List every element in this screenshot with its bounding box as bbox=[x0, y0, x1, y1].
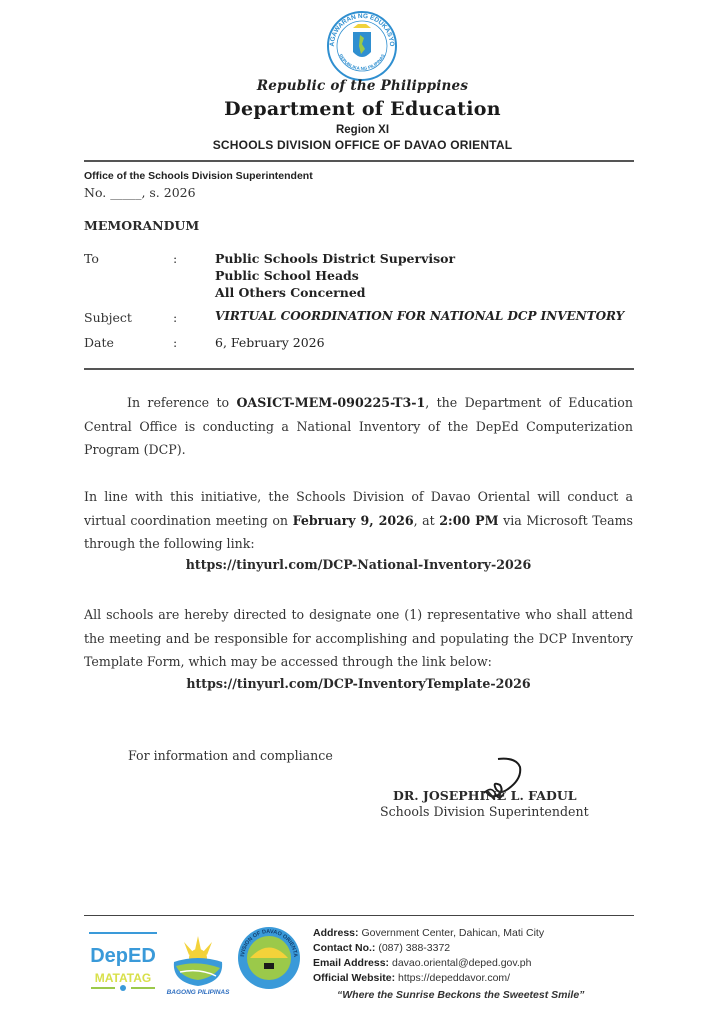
svg-text:BAGONG PILIPINAS: BAGONG PILIPINAS bbox=[166, 989, 230, 996]
footer-website bbox=[313, 972, 510, 984]
subject-colon: : bbox=[173, 310, 178, 325]
office-label: Office of the Schools Division Superintendent bbox=[84, 170, 313, 182]
date-colon: : bbox=[173, 335, 178, 350]
paragraph-directive: All schools are hereby directed to designate one (1) representative who shall attend the meeting and be responsible for accomplishing and populating the DCP Inventory Template Form, which may be accessed through the link below: bbox=[84, 607, 633, 670]
email-value[interactable]: davao.oriental@deped.gov.ph bbox=[391, 957, 532, 969]
p1-after: , the Department of Education Central Office is conducting a National Inventory of the DepEd Computerization Program (DCP). bbox=[84, 395, 633, 458]
p1-before: In reference to bbox=[127, 395, 237, 410]
date-value: 6, February 2026 bbox=[215, 335, 325, 350]
website-label: Official Website: bbox=[313, 972, 396, 984]
template-link[interactable]: https://tinyurl.com/DCP-InventoryTemplate-2026 bbox=[186, 676, 531, 691]
to-colon: : bbox=[173, 251, 178, 266]
footer-email bbox=[313, 957, 531, 969]
svg-text:MATATAG: MATATAG bbox=[94, 971, 152, 985]
to-recipient: All Others Concerned bbox=[215, 285, 366, 300]
paragraph-reference bbox=[84, 391, 633, 462]
meeting-date: February 9, 2026 bbox=[292, 512, 414, 528]
address-value: Government Center, Dahican, Mati City bbox=[361, 927, 545, 939]
header-divider bbox=[84, 160, 634, 162]
subject-label: Subject bbox=[84, 310, 132, 325]
republic-heading: Republic of the Philippines bbox=[256, 78, 469, 94]
deped-seal-logo bbox=[320, 8, 404, 86]
svg-text:DepED: DepED bbox=[90, 945, 156, 967]
email-label: Email Address: bbox=[313, 957, 390, 969]
website-value[interactable]: https://depeddavor.com/ bbox=[398, 972, 511, 984]
division-heading: SCHOOLS DIVISION OFFICE OF DAVAO ORIENTAL bbox=[212, 138, 513, 152]
paragraph-meeting bbox=[84, 485, 633, 556]
date-label: Date bbox=[84, 335, 114, 350]
deped-matatag-logo bbox=[87, 928, 159, 996]
footer-address bbox=[313, 927, 544, 939]
contact-value: (087) 388-3372 bbox=[378, 942, 451, 954]
reference-code: OASICT-MEM-090225-T3-1 bbox=[236, 395, 426, 410]
p2-before: In line with this initiative, the Schools Division of Davao Oriental will conduct a virtual coordination meeting on bbox=[84, 489, 633, 528]
to-label: To bbox=[84, 251, 99, 266]
memo-title: MEMORANDUM bbox=[84, 218, 200, 233]
footer-contact bbox=[313, 942, 450, 954]
memo-number: No. _____, s. 2026 bbox=[84, 185, 196, 200]
footer-tagline: “Where the Sunrise Beckons the Sweetest Smile” bbox=[337, 989, 585, 1001]
to-recipient: Public Schools District Supervisor bbox=[215, 251, 456, 266]
fields-divider bbox=[84, 368, 634, 370]
p2-after: via Microsoft Teams through the following link: bbox=[84, 512, 633, 552]
region-heading: Region XI bbox=[335, 124, 390, 136]
meeting-time: 2:00 PM bbox=[439, 512, 499, 528]
department-heading: Department of Education bbox=[224, 98, 501, 120]
signatory-title: Schools Division Superintendent bbox=[380, 804, 589, 819]
p2-middle: , at bbox=[413, 512, 440, 528]
svg-text:DIVISION OF DAVAO ORIENTAL: IVISION OF DAVAO ORIENTA bbox=[240, 928, 299, 958]
signatory-name: DR. JOSEPHINE L. FADUL bbox=[393, 788, 577, 803]
address-label: Address: bbox=[313, 927, 359, 939]
closing-line: For information and compliance bbox=[128, 748, 333, 763]
to-recipient: Public School Heads bbox=[215, 268, 359, 283]
bagong-pilipinas-logo bbox=[162, 928, 234, 996]
footer-divider bbox=[84, 915, 634, 916]
svg-text:KAGAWARAN NG EDUKASYON: AGAWARAN NG EDUKASYO bbox=[328, 12, 396, 47]
subject-value: VIRTUAL COORDINATION FOR NATIONAL DCP INVENTORY bbox=[215, 309, 625, 323]
division-seal-logo bbox=[236, 925, 302, 991]
meeting-link[interactable]: https://tinyurl.com/DCP-National-Inventory-2026 bbox=[185, 557, 532, 572]
svg-text:REPUBLIKA NG PILIPINAS: REPUBLIKA NG PILIPINAS bbox=[338, 53, 386, 72]
contact-label: Contact No.: bbox=[313, 942, 376, 954]
